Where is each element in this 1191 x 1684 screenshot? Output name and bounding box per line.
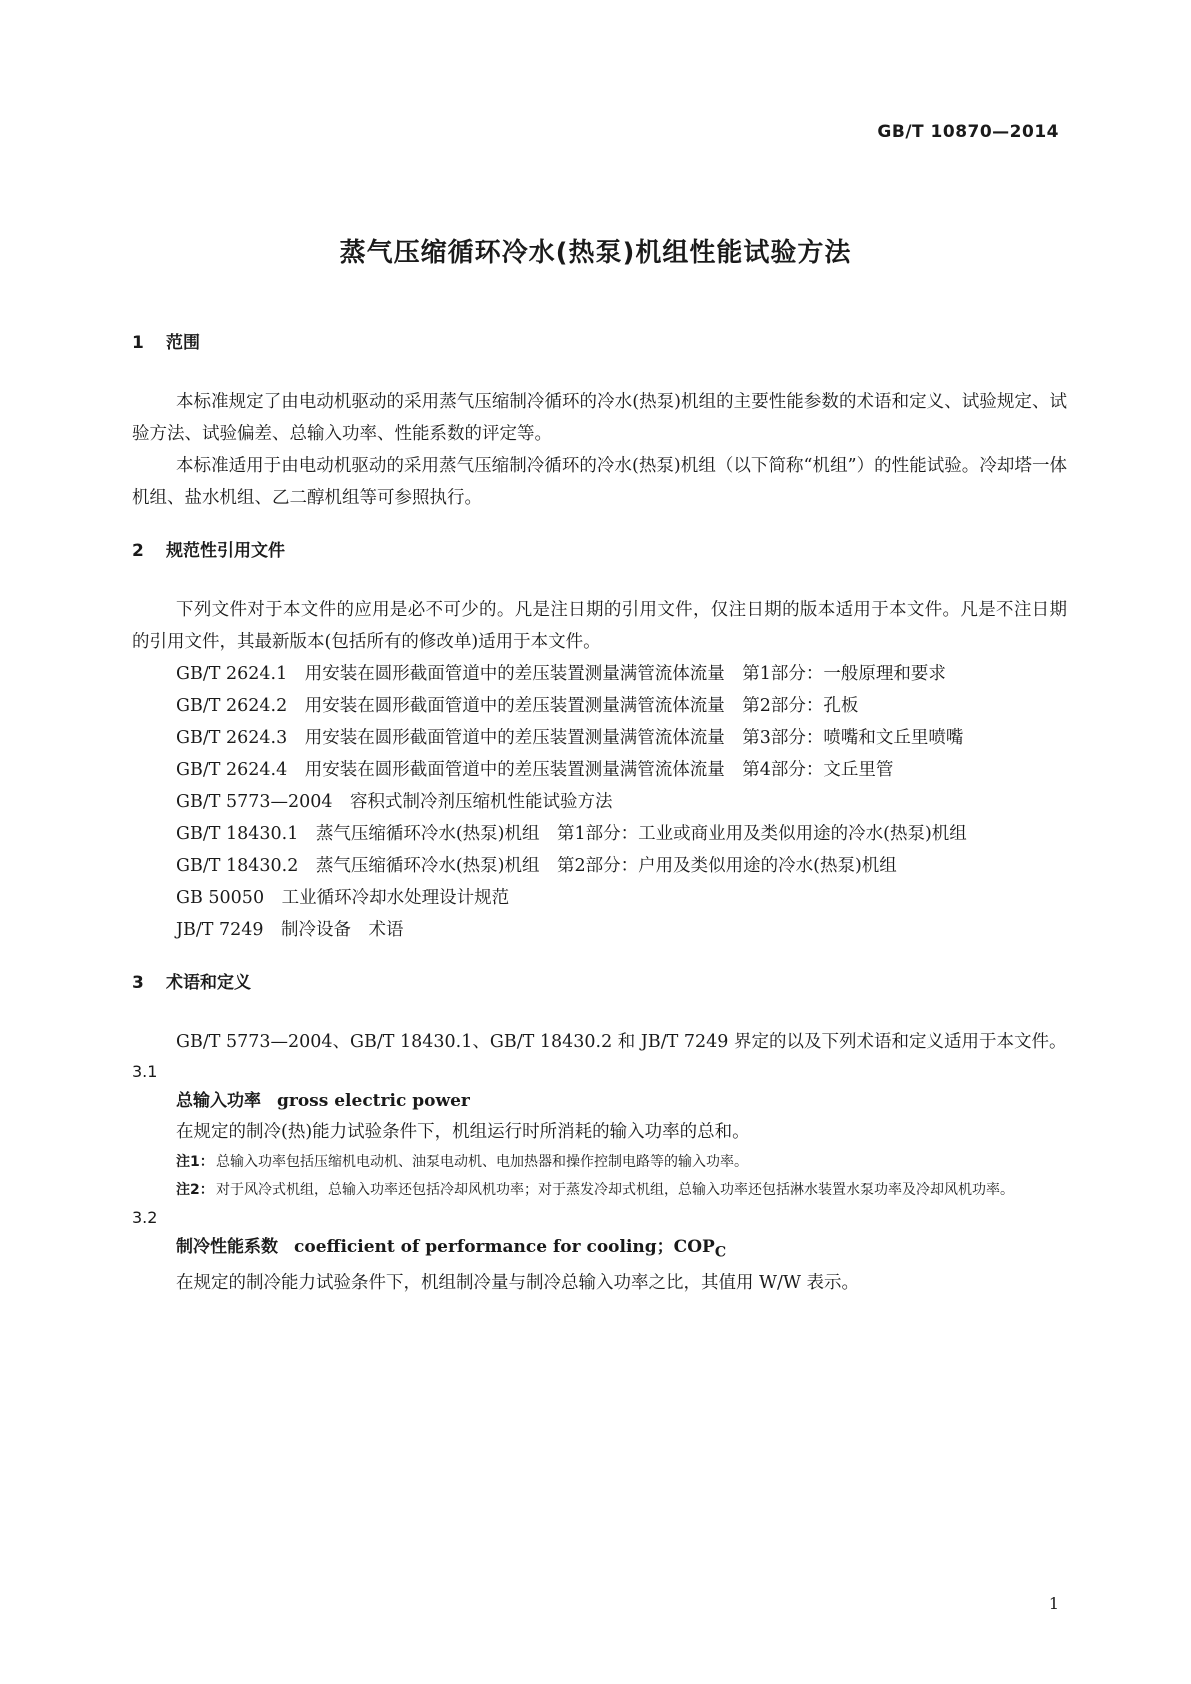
reference-item: GB/T 18430.1 蒸气压缩循环冷水(热泵)机组 第1部分：工业或商业用及类似用途的冷水(热泵)机组	[176, 824, 967, 844]
section-number: 1	[132, 333, 144, 353]
section-1-heading	[132, 330, 1067, 356]
document-title: 蒸气压缩循环冷水(热泵)机组性能试验方法	[339, 238, 852, 268]
document-body	[132, 330, 1067, 1299]
note-label: 注1：	[176, 1154, 214, 1170]
section-2-heading	[132, 538, 1067, 564]
reference-item: GB/T 18430.2 蒸气压缩循环冷水(热泵)机组 第2部分：户用及类似用途的冷水(热泵)机组	[176, 856, 897, 876]
term-heading	[176, 1086, 1067, 1116]
scope-paragraph: 本标准规定了由电动机驱动的采用蒸气压缩制冷循环的冷水(热泵)机组的主要性能参数的术语和定义、试验规定、试验方法、试验偏差、总输入功率、性能系数的评定等。	[132, 392, 1067, 444]
term-number: 3.2	[132, 1208, 158, 1227]
note-text: 对于风冷式机组，总输入功率还包括冷却风机功率；对于蒸发冷却式机组，总输入功率还包括淋水装置水泵功率及冷却风机功率。	[216, 1182, 1014, 1198]
reference-item: GB/T 2624.4 用安装在圆形截面管道中的差压装置测量满管流体流量 第4部分：文丘里管	[176, 760, 894, 780]
term-english	[294, 1237, 727, 1261]
reference-item: GB/T 2624.1 用安装在圆形截面管道中的差压装置测量满管流体流量 第1部分：一般原理和要求	[176, 664, 946, 684]
note-label: 注2：	[176, 1182, 214, 1198]
term-english: gross electric power	[277, 1091, 470, 1111]
term-number: 3.1	[132, 1062, 158, 1081]
page-number: 1	[1048, 1594, 1059, 1613]
term-definition: 在规定的制冷(热)能力试验条件下，机组运行时所消耗的输入功率的总和。	[176, 1122, 750, 1142]
reference-item: GB 50050 工业循环冷却水处理设计规范	[176, 888, 510, 908]
term-heading	[176, 1232, 1067, 1267]
reference-item: GB/T 5773—2004 容积式制冷剂压缩机性能试验方法	[176, 792, 613, 812]
term-note	[176, 1148, 1067, 1176]
section-number: 2	[132, 541, 144, 561]
terms-intro: GB/T 5773—2004、GB/T 18430.1、GB/T 18430.2 和 JB/T 7249 界定的以及下列术语和定义适用于本文件。	[176, 1032, 1067, 1052]
term-chinese: 制冷性能系数	[176, 1237, 278, 1257]
section-3-heading	[132, 970, 1067, 996]
section-title: 规范性引用文件	[166, 541, 285, 561]
reference-item: JB/T 7249 制冷设备 术语	[176, 920, 404, 940]
scope-paragraph: 本标准适用于由电动机驱动的采用蒸气压缩制冷循环的冷水(热泵)机组（以下简称“机组”）的性能试验。冷却塔一体机组、盐水机组、乙二醇机组等可参照执行。	[132, 456, 1067, 508]
standard-number: GB/T 10870—2014	[877, 122, 1059, 142]
note-text: 总输入功率包括压缩机电动机、油泵电动机、电加热器和操作控制电路等的输入功率。	[216, 1154, 748, 1170]
section-number: 3	[132, 973, 144, 993]
term-note	[176, 1176, 1067, 1204]
term-definition: 在规定的制冷能力试验条件下，机组制冷量与制冷总输入功率之比，其值用 W/W 表示。	[176, 1273, 859, 1294]
section-title: 术语和定义	[166, 973, 251, 993]
section-title: 范围	[166, 333, 200, 353]
reference-item: GB/T 2624.2 用安装在圆形截面管道中的差压装置测量满管流体流量 第2部分：孔板	[176, 696, 859, 716]
references-intro: 下列文件对于本文件的应用是必不可少的。凡是注日期的引用文件，仅注日期的版本适用于本文件。凡是不注日期的引用文件，其最新版本(包括所有的修改单)适用于本文件。	[132, 600, 1067, 652]
term-chinese: 总输入功率	[176, 1091, 261, 1111]
reference-item: GB/T 2624.3 用安装在圆形截面管道中的差压装置测量满管流体流量 第3部分：喷嘴和文丘里喷嘴	[176, 728, 964, 748]
term-subscript: C	[714, 1244, 727, 1261]
term-english-text: coefficient of performance for cooling；COP	[294, 1237, 715, 1257]
